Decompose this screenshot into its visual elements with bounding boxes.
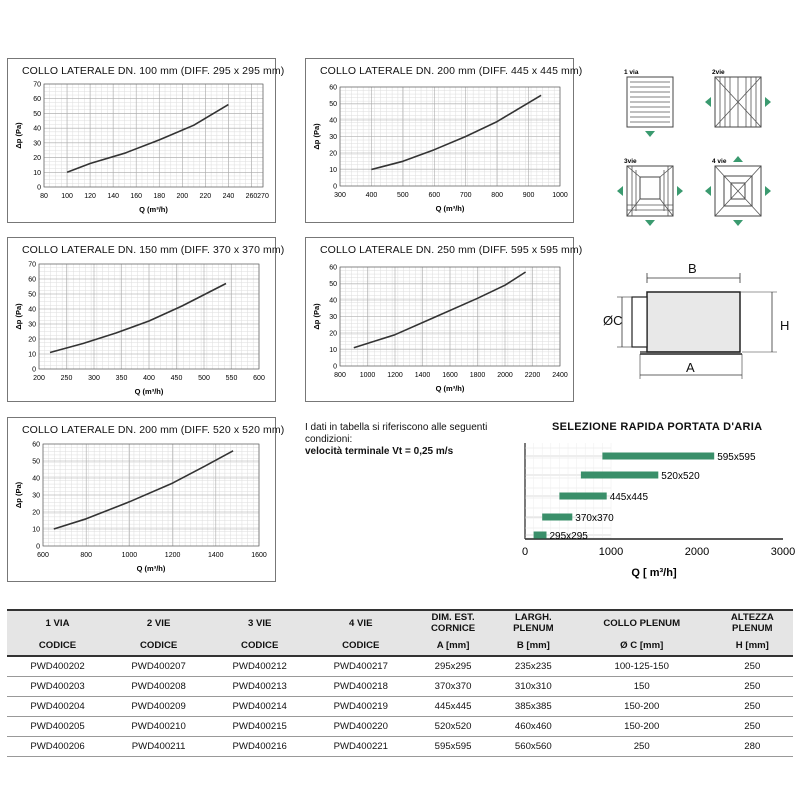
y-tick-label: 0: [333, 363, 337, 371]
table-subheader: CODICE: [108, 635, 209, 656]
x-tick-label: 2000: [684, 546, 710, 558]
y-tick-label: 60: [329, 84, 337, 92]
y-axis-label: Δp (Pa): [14, 481, 23, 509]
table-cell: 520x520: [411, 717, 495, 737]
diffuser-icons: [612, 65, 792, 235]
table-cell: PWD400215: [209, 717, 310, 737]
table-cell: 310x310: [495, 677, 572, 697]
y-axis-label: Δp (Pa): [312, 303, 321, 330]
x-tick-label: 600: [428, 192, 441, 199]
x-tick-label: 800: [491, 192, 503, 199]
x-tick-label: 800: [80, 552, 93, 559]
y-tick-label: 10: [28, 351, 36, 359]
chart-title: COLLO LATERALE DN. 200 mm (DIFF. 520 x 520 mm): [22, 424, 285, 436]
x-tick-label: 1000: [121, 552, 138, 559]
table-cell: PWD400205: [7, 717, 108, 737]
table-cell: 250: [712, 677, 793, 697]
bar-label: 445x445: [609, 492, 649, 503]
table-header: ALTEZZA PLENUM: [712, 610, 793, 635]
y-tick-label: 50: [28, 291, 36, 299]
table-cell: 460x460: [495, 717, 572, 737]
table-cell: PWD400210: [108, 717, 209, 737]
y-tick-label: 70: [33, 81, 41, 89]
table-subheader: CODICE: [209, 635, 310, 656]
chart-dn200-445: [306, 59, 573, 222]
table-cell: PWD400211: [108, 737, 209, 757]
table-cell: 370x370: [411, 677, 495, 697]
note-text: I dati in tabella si riferiscono alle seguenti condizioni:: [305, 422, 488, 445]
chart-dn100: [8, 59, 275, 222]
x-tick-label: 1800: [469, 372, 486, 379]
pressure-curve: [54, 451, 233, 529]
table-cell: PWD400208: [108, 677, 209, 697]
x-tick-label: 800: [334, 372, 346, 379]
y-tick-label: 20: [28, 336, 36, 344]
table-cell: 250: [712, 656, 793, 677]
x-tick-label: 300: [88, 375, 100, 382]
y-tick-label: 40: [32, 475, 40, 483]
y-tick-label: 0: [36, 543, 40, 551]
pressure-curve: [371, 95, 541, 169]
bar-label: 595x595: [717, 452, 756, 463]
chart-panel-dn100: [7, 58, 285, 223]
one-way-icon: [624, 69, 673, 137]
x-axis-label: Q (m³/h): [139, 205, 168, 214]
x-axis-label: Q (m³/h): [134, 387, 164, 396]
table-cell: 235x235: [495, 656, 572, 677]
table-cell: 250: [572, 737, 712, 757]
table-row: [7, 677, 793, 697]
x-tick-label: 2200: [524, 372, 541, 379]
x-tick-label: 350: [115, 375, 128, 382]
table-cell: PWD400209: [108, 697, 209, 717]
range-bar: [559, 493, 606, 500]
x-tick-label: 400: [143, 375, 155, 382]
table-cell: 150: [572, 677, 712, 697]
table-cell: PWD400202: [7, 656, 108, 677]
dimension-c-label: ØC: [603, 313, 623, 328]
table-cell: PWD400213: [209, 677, 310, 697]
y-tick-label: 20: [33, 155, 41, 163]
bar-label: 520x520: [661, 471, 700, 482]
x-tick-label: 1000: [359, 372, 376, 379]
y-tick-label: 40: [33, 125, 41, 133]
table-cell: PWD400221: [310, 737, 411, 757]
y-tick-label: 30: [28, 321, 36, 329]
table-header: COLLO PLENUM: [572, 610, 712, 635]
x-tick-label: 1600: [442, 372, 458, 379]
table-cell: PWD400220: [310, 717, 411, 737]
quick-select-title: SELEZIONE RAPIDA PORTATA D'ARIA: [552, 421, 763, 433]
x-tick-label: 600: [253, 375, 265, 382]
table-subheader: CODICE: [7, 635, 108, 656]
table-header-row-1: [7, 610, 793, 635]
x-tick-label: 200: [33, 375, 45, 382]
y-tick-label: 30: [329, 314, 337, 321]
y-tick-label: 60: [32, 441, 40, 449]
four-way-icon: [705, 156, 771, 226]
table-subheader: H [mm]: [712, 635, 793, 656]
x-tick-label: 160: [130, 193, 143, 200]
table-subheader: A [mm]: [411, 635, 495, 656]
chart-title: COLLO LATERALE DN. 200 mm (DIFF. 445 x 445 mm): [320, 65, 583, 77]
table-cell: 445x445: [411, 697, 495, 717]
spec-table: [7, 609, 793, 757]
y-tick-label: 10: [32, 526, 40, 534]
x-tick-label: 1000: [552, 192, 568, 199]
x-tick-label: 450: [170, 375, 183, 382]
x-tick-label: 100: [61, 193, 73, 200]
x-tick-label: 80: [40, 193, 48, 200]
table-body: [7, 656, 793, 757]
y-tick-label: 20: [329, 150, 337, 158]
y-tick-label: 20: [32, 509, 40, 517]
x-tick-label: 120: [84, 193, 96, 200]
x-tick-label: 550: [225, 375, 238, 382]
x-axis-label: Q [ m³/h]: [631, 567, 677, 579]
table-subheader: Ø C [mm]: [572, 635, 712, 656]
icon-label: 4 vie: [712, 158, 727, 165]
table-cell: 150-200: [572, 717, 712, 737]
table-cell: 295x295: [411, 656, 495, 677]
x-tick-label: 400: [365, 192, 378, 199]
y-tick-label: 60: [28, 276, 36, 284]
note-bold: velocità terminale Vt = 0,25 m/s: [305, 446, 454, 457]
icon-label: 2vie: [712, 69, 725, 76]
table-cell: 100-125-150: [572, 656, 712, 677]
table-row: [7, 697, 793, 717]
chart-title: COLLO LATERALE DN. 100 mm (DIFF. 295 x 295 mm): [22, 65, 285, 77]
y-tick-label: 70: [28, 261, 36, 269]
table-subheader: CODICE: [310, 635, 411, 656]
y-axis-label: Δp (Pa): [14, 303, 23, 330]
x-tick-label: 300: [334, 192, 346, 199]
icon-label: 3vie: [624, 158, 637, 165]
x-tick-label: 200: [176, 193, 189, 200]
table-cell: PWD400214: [209, 697, 310, 717]
range-bar: [534, 532, 547, 539]
x-tick-label: 1400: [208, 552, 224, 559]
table-cell: 250: [712, 697, 793, 717]
y-tick-label: 50: [329, 281, 337, 288]
x-tick-label: 1200: [164, 552, 181, 559]
x-tick-label: 180: [153, 193, 166, 200]
table-cell: PWD400207: [108, 656, 209, 677]
range-bar: [602, 453, 714, 460]
x-tick-label: 2000: [497, 372, 513, 379]
table-cell: PWD400218: [310, 677, 411, 697]
x-tick-label: 1400: [414, 372, 431, 379]
x-tick-label: 260: [245, 193, 258, 200]
dimension-b-label: B: [688, 261, 697, 276]
y-tick-label: 0: [32, 366, 36, 374]
y-tick-label: 10: [33, 169, 41, 177]
bar-label: 295x295: [549, 531, 588, 542]
chart-panel-dn250: [305, 237, 583, 402]
three-way-icon: [617, 158, 683, 226]
y-tick-label: 0: [37, 184, 41, 192]
bar-label: 370x370: [575, 513, 614, 524]
x-axis-label: Q (m³/h): [435, 204, 465, 213]
icon-label: 1 via: [624, 69, 639, 76]
chart-dn150: [8, 238, 275, 401]
y-tick-label: 60: [33, 96, 41, 104]
table-row: [7, 717, 793, 737]
x-tick-label: 900: [522, 192, 535, 199]
x-tick-label: 1600: [251, 552, 267, 559]
table-header: 1 VIA: [7, 610, 108, 635]
table-cell: PWD400206: [7, 737, 108, 757]
y-tick-label: 30: [329, 134, 337, 141]
x-tick-label: 2400: [552, 372, 568, 379]
y-tick-label: 40: [329, 297, 337, 305]
y-tick-label: 0: [333, 183, 337, 191]
table-header: LARGH. PLENUM: [495, 610, 572, 635]
chart-panel-dn200-445: [305, 58, 583, 223]
table-header: DIM. EST. CORNICE: [411, 610, 495, 635]
x-tick-label: 700: [459, 192, 472, 199]
x-axis-label: Q (m³/h): [136, 564, 166, 573]
chart-panel-dn150: [7, 237, 285, 402]
table-cell: PWD400204: [7, 697, 108, 717]
range-bar: [581, 472, 658, 479]
plenum-diagram: [600, 255, 795, 385]
x-tick-label: 140: [107, 193, 120, 200]
table-cell: 280: [712, 737, 793, 757]
table-cell: 560x560: [495, 737, 572, 757]
table-header: 2 VIE: [108, 610, 209, 635]
table-cell: PWD400203: [7, 677, 108, 697]
y-tick-label: 60: [329, 264, 337, 272]
x-tick-label: 220: [199, 193, 212, 200]
table-header: 4 VIE: [310, 610, 411, 635]
y-tick-label: 40: [28, 306, 36, 314]
conditions-note: [305, 422, 505, 458]
table-subheader: B [mm]: [495, 635, 572, 656]
x-tick-label: 0: [521, 546, 529, 558]
table-cell: PWD400216: [209, 737, 310, 757]
y-tick-label: 50: [329, 101, 337, 108]
table-row: [7, 737, 793, 757]
table-header-row-2: [7, 635, 793, 656]
y-tick-label: 10: [329, 347, 337, 354]
y-tick-label: 40: [329, 117, 337, 125]
table-cell: PWD400217: [310, 656, 411, 677]
table-cell: PWD400219: [310, 697, 411, 717]
chart-panel-dn200-520: [7, 417, 285, 582]
x-tick-label: 3000: [770, 546, 796, 558]
chart-title: COLLO LATERALE DN. 250 mm (DIFF. 595 x 595 mm): [320, 244, 583, 256]
x-tick-label: 240: [222, 193, 235, 200]
two-way-icon: [705, 69, 771, 127]
table-cell: 595x595: [411, 737, 495, 757]
dimension-a-label: A: [686, 360, 695, 375]
quick-select-chart: [515, 438, 800, 583]
x-tick-label: 270: [257, 193, 269, 200]
x-tick-label: 250: [60, 375, 73, 382]
x-tick-label: 600: [37, 552, 49, 559]
dimension-h-label: H: [780, 318, 790, 333]
x-tick-label: 1000: [598, 546, 624, 558]
table-row: [7, 656, 793, 677]
x-tick-label: 500: [397, 192, 409, 199]
x-axis-label: Q (m³/h): [435, 384, 465, 393]
chart-dn200-520: [8, 418, 275, 581]
table-cell: PWD400212: [209, 656, 310, 677]
y-tick-label: 30: [33, 140, 41, 148]
y-axis-label: Δp (Pa): [14, 122, 23, 149]
y-tick-label: 30: [32, 492, 40, 500]
y-tick-label: 50: [33, 110, 41, 118]
range-bar: [542, 514, 572, 521]
x-tick-label: 500: [198, 375, 210, 382]
table-header: 3 VIE: [209, 610, 310, 635]
chart-title: COLLO LATERALE DN. 150 mm (DIFF. 370 x 370 mm): [22, 244, 285, 256]
x-tick-label: 1200: [387, 372, 403, 379]
y-tick-label: 20: [329, 330, 337, 338]
table-cell: 250: [712, 717, 793, 737]
y-tick-label: 10: [329, 167, 337, 174]
table-cell: 385x385: [495, 697, 572, 717]
chart-dn250: [306, 238, 573, 401]
y-tick-label: 50: [32, 458, 40, 466]
table-cell: 150-200: [572, 697, 712, 717]
y-axis-label: Δp (Pa): [312, 123, 321, 150]
